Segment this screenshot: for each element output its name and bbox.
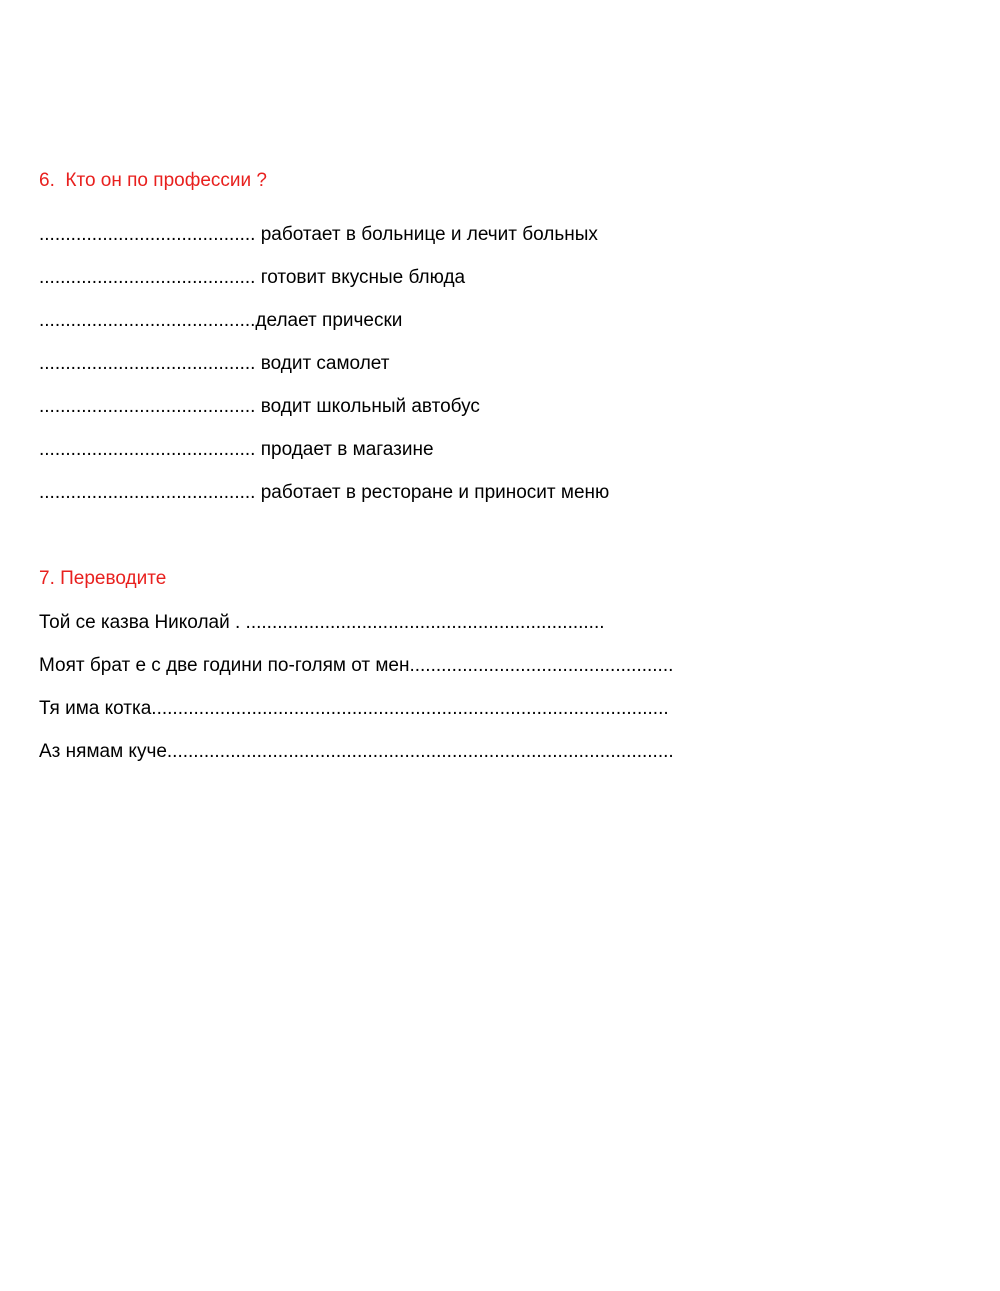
profession-line-3: .........................................делает прически xyxy=(39,310,403,331)
profession-line-4: ......................................... водит самолет xyxy=(39,353,390,374)
translate-line-2: Моят брат е с две години по-голям от мен.................................................. xyxy=(39,655,674,676)
profession-line-1: ......................................... работает в больнице и лечит больных xyxy=(39,224,598,245)
translate-line-3: Тя има котка.................................................................................................. xyxy=(39,698,669,719)
translate-line-1: Той се казва Николай . .................................................................... xyxy=(39,612,605,633)
profession-line-6: ......................................... продает в магазине xyxy=(39,439,434,460)
profession-line-2: ......................................... готовит вкусные блюда xyxy=(39,267,466,288)
section-7-heading: 7. Переводите xyxy=(39,568,167,589)
profession-line-7: ......................................... работает в ресторане и приносит меню xyxy=(39,482,610,503)
section-6-heading: 6. Кто он по профессии ? xyxy=(39,170,267,191)
translate-line-4: Аз нямам куче................................................................................................ xyxy=(39,741,674,762)
profession-line-5: ......................................... водит школьный автобус xyxy=(39,396,480,417)
